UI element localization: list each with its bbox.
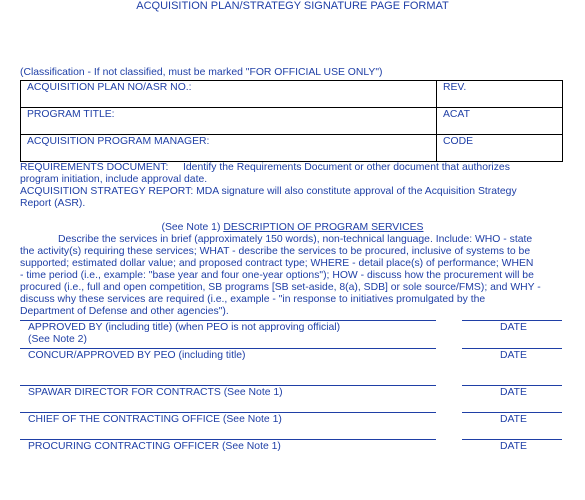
signature-line[interactable]	[20, 412, 436, 413]
signature-line[interactable]	[20, 439, 436, 440]
table-row	[21, 135, 563, 162]
signature-label: SPAWAR DIRECTOR FOR CONTRACTS (See Note 1)	[28, 387, 283, 398]
description-paragraph-line: - time period (i.e., example: "base year and four one-year options"); HOW - discuss how the procurement will be	[20, 270, 534, 281]
acat-field[interactable]: ACAT	[437, 108, 563, 135]
date-line[interactable]	[462, 385, 562, 386]
table-row	[21, 108, 563, 135]
signature-label: APPROVED BY (including title) (when PEO is not approving official)	[28, 322, 341, 333]
note-reference: (See Note 1)	[161, 222, 224, 233]
requirements-text-cont: program initiation, include approval date.	[20, 174, 208, 185]
description-paragraph-line: discuss why these services are required (i.e., example - "in response to initiatives promulgated by the	[20, 294, 486, 305]
signature-line[interactable]	[20, 348, 436, 349]
date-label: DATE	[500, 441, 527, 452]
date-label: DATE	[500, 387, 527, 398]
date-line[interactable]	[462, 348, 562, 349]
strategy-report-text-cont: Report (ASR).	[20, 198, 86, 209]
date-line[interactable]	[462, 320, 562, 321]
code-field[interactable]: CODE	[437, 135, 563, 162]
program-manager-field[interactable]: ACQUISITION PROGRAM MANAGER:	[21, 135, 437, 162]
classification-note: (Classification - If not classified, must be marked "FOR OFFICIAL USE ONLY")	[20, 67, 383, 78]
page-title: ACQUISITION PLAN/STRATEGY SIGNATURE PAGE FORMAT	[136, 0, 449, 12]
signature-label: CHIEF OF THE CONTRACTING OFFICE (See Note 1)	[28, 414, 282, 425]
header-table	[20, 80, 563, 162]
description-paragraph-line: Department of Defense and other agencies").	[20, 306, 229, 317]
signature-line[interactable]	[20, 320, 436, 321]
date-line[interactable]	[462, 412, 562, 413]
signature-label: CONCUR/APPROVED BY PEO (including title)	[28, 350, 246, 361]
revision-field[interactable]: REV.	[437, 81, 563, 108]
date-label: DATE	[500, 350, 527, 361]
signature-label: PROCURING CONTRACTING OFFICER (See Note 1)	[28, 441, 281, 452]
description-heading-line	[0, 222, 585, 234]
requirements-label: REQUIREMENTS DOCUMENT:	[20, 162, 169, 173]
program-title-field[interactable]: PROGRAM TITLE:	[21, 108, 437, 135]
strategy-report-text: ACQUISITION STRATEGY REPORT: MDA signature will also constitute approval of the Acquisition Strategy	[20, 186, 517, 197]
date-label: DATE	[500, 322, 527, 333]
plan-number-field[interactable]: ACQUISITION PLAN NO/ASR NO.:	[21, 81, 437, 108]
signature-note: (See Note 2)	[28, 334, 87, 345]
date-line[interactable]	[462, 439, 562, 440]
description-paragraph-line: supported; estimated dollar value; and proposed contract type; WHERE - detail place(s) of performance; WHEN	[20, 258, 534, 269]
description-paragraph-line: the activity(s) requiring these services; WHAT - describe the services to be procured, inclusive of systems to be	[20, 246, 531, 257]
table-row	[21, 81, 563, 108]
description-paragraph-line: procured (i.e., full and open competition, SB programs [SB set-aside, 8(a), SDB] or sole source/FMS); and WHY -	[20, 282, 541, 293]
description-heading: DESCRIPTION OF PROGRAM SERVICES	[223, 222, 424, 233]
signature-line[interactable]	[20, 385, 436, 386]
requirements-text: Identify the Requirements Document or other document that authorizes	[183, 162, 510, 173]
description-paragraph-line: Describe the services in brief (approximately 150 words), non-technical language. Include: WHO - state	[58, 234, 533, 245]
date-label: DATE	[500, 414, 527, 425]
